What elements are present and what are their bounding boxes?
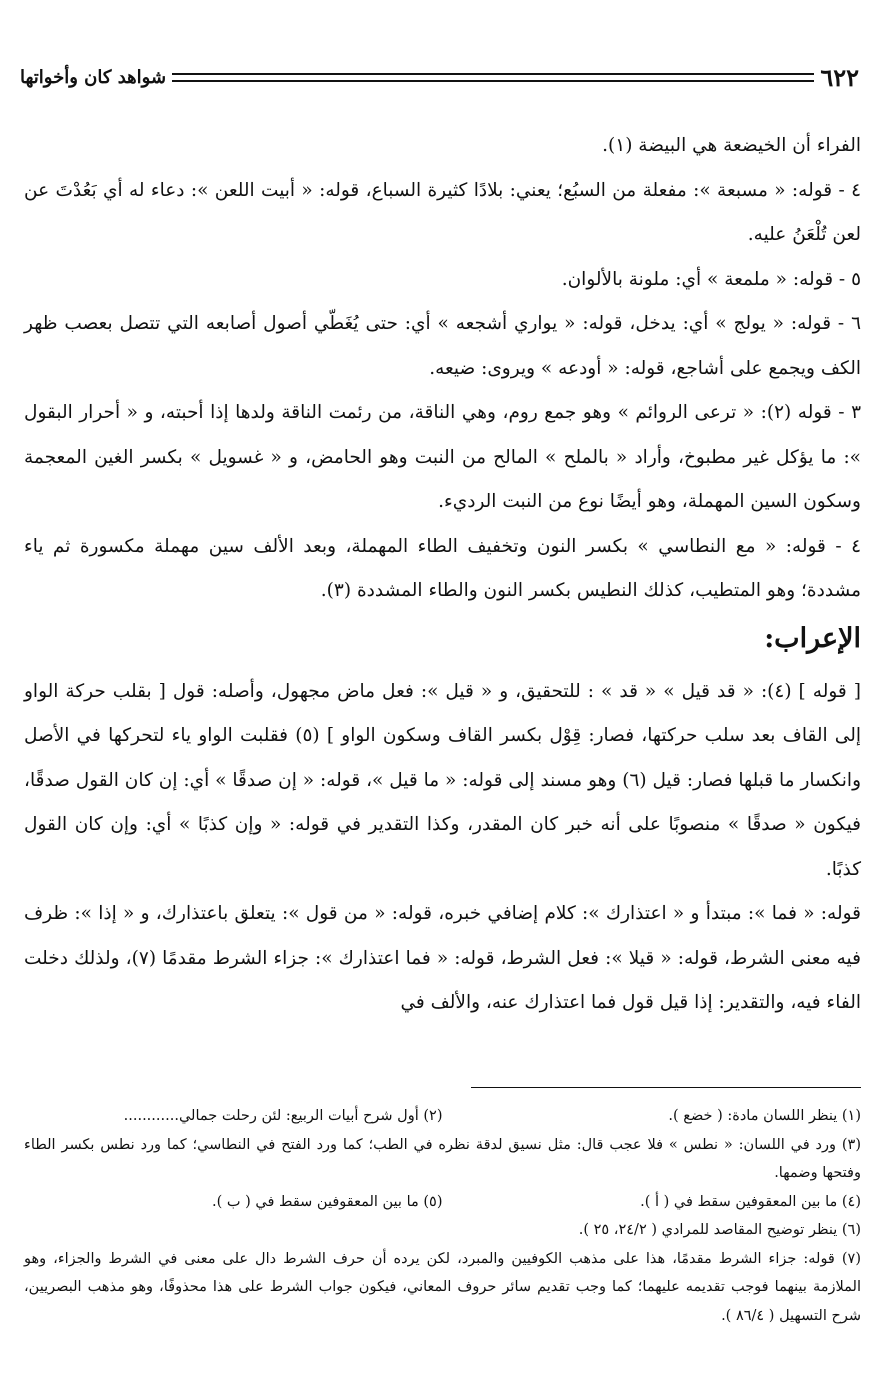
paragraph: ٤ - قوله: « مسبعة »: مفعلة من السبُع؛ يعني: بلادًا كثيرة السباع، قوله: « أبيت اللعن »: دعاء له أي بَعُدْتَ عن لعن تُلْعَنُ عليه. (24, 179, 861, 245)
footnotes (24, 1102, 861, 1330)
footnote-row (24, 1102, 861, 1131)
paragraph: ٥ - قوله: « ملمعة » أي: ملونة بالألوان. (561, 268, 861, 290)
footnote-row (24, 1188, 861, 1217)
paragraph: ٤ - قوله: « مع النطاسي » بكسر النون وتخفيف الطاء المهملة، وبعد الألف سين مهملة مكسورة ثم ياء مشددة؛ وهو المتطيب، كذلك النطيس بكسر النون والطاء المشددة (٣). (24, 535, 861, 601)
header-double-rule (172, 73, 814, 82)
main-text (24, 124, 861, 1026)
paragraph: ٣ - قوله (٢): « ترعى الروائم » وهو جمع روم، وهي الناقة، من رئمت الناقة ولدها إذا أحبته، و « أحرار البقول »: ما يؤكل غير مطبوخ، وأراد « بالملح » المالح من النبت وهو الحامض، و « غسويل » بكسر الغين المعجمة وسكون السين المهملة، وهو أيضًا نوع من النبت الرديء. (24, 402, 861, 512)
footnote: (١) ينظر اللسان مادة: ( خضع ). (668, 1108, 861, 1124)
footnote: (٤) ما بين المعقوفين سقط في ( أ ). (640, 1193, 861, 1210)
footnote: (٣) ورد في اللسان: « نطس » فلا عجب قال: مثل نسيق لدقة نظره في الطب؛ كما ورد الفتح في النطاسي؛ كما ورد نطس بكسر الطاء وفتحها وضمها. (24, 1136, 861, 1181)
footnote: (٧) قوله: جزاء الشرط مقدمًا، هذا على مذهب الكوفيين والمبرد، لكن يرده أن حرف الشرط دال على معنى في الشرط والجزاء، وهو الملازمة بينهما فوجب تقديمه عليهما؛ كما وجب تقديم سائر حروف المعاني، فيكون جواب الشرط على هذا محذوفًا، وهو مذهب البصريين، شرح التسهيل ( ٨٦/٤ ). (24, 1250, 861, 1324)
paragraph: [ قوله ] (٤): « قد قيل » « قد » : للتحقيق، و « قيل »: فعل ماض مجهول، وأصله: قول [ بقلب حركة الواو إلى القاف بعد سلب حركتها، فصار: قِوْل بكسر القاف وسكون الواو ] (٥) فقلبت الواو ياء لتحركها في الأصل وانكسار ما قبلها فصار: قيل (٦) وهو مسند إلى قوله: « ما قيل »، قوله: « إن صدقًا » أي: إن كان القول صدقًا، فيكون « صدقًا » منصوبًا على أنه خبر كان المقدر، وكذا التقدير في قوله: « وإن كذبًا » أي: وإن كان القول كذبًا. (24, 680, 862, 880)
running-title: شواهد كان وأخواتها (20, 66, 167, 88)
paragraph: قوله: « فما »: مبتدأ و « اعتذارك »: كلام إضافي خبره، قوله: « من قول »: يتعلق باعتذارك، و « إذا »: ظرف فيه معنى الشرط، قوله: « قيلا »: فعل الشرط، قوله: « فما اعتذارك »: جزاء الشرط مقدمًا (٧)، ولذلك دخلت الفاء فيه، والتقدير: إذا قيل قول فما اعتذارك عنه، والألف في (24, 903, 861, 1013)
paragraph: ٦ - قوله: « يولج » أي: يدخل، قوله: « يواري أشجعه » أي: حتى يُغَطّي أصول أصابعه التي تتصل بعصب ظهر الكف ويجمع على أشاجع، قوله: « أودعه » ويروى: ضيعه. (24, 313, 861, 379)
footnote: (٦) ينظر توضيح المقاصد للمرادي ( ٢٤/٢، ٢٥ ). (578, 1222, 861, 1238)
footnote: (٢) أول شرح أبيات الربيع: لئن رحلت جمالي............ (123, 1108, 443, 1124)
footnote-separator (471, 1087, 861, 1088)
running-header (20, 58, 859, 96)
paragraph: الفراء أن الخيضعة هي البيضة (١). (602, 135, 861, 156)
page-number: ٦٢٢ (820, 62, 859, 92)
footnote: (٥) ما بين المعقوفين سقط في ( ب ). (212, 1193, 443, 1210)
section-heading: الإعراب: (764, 622, 861, 654)
